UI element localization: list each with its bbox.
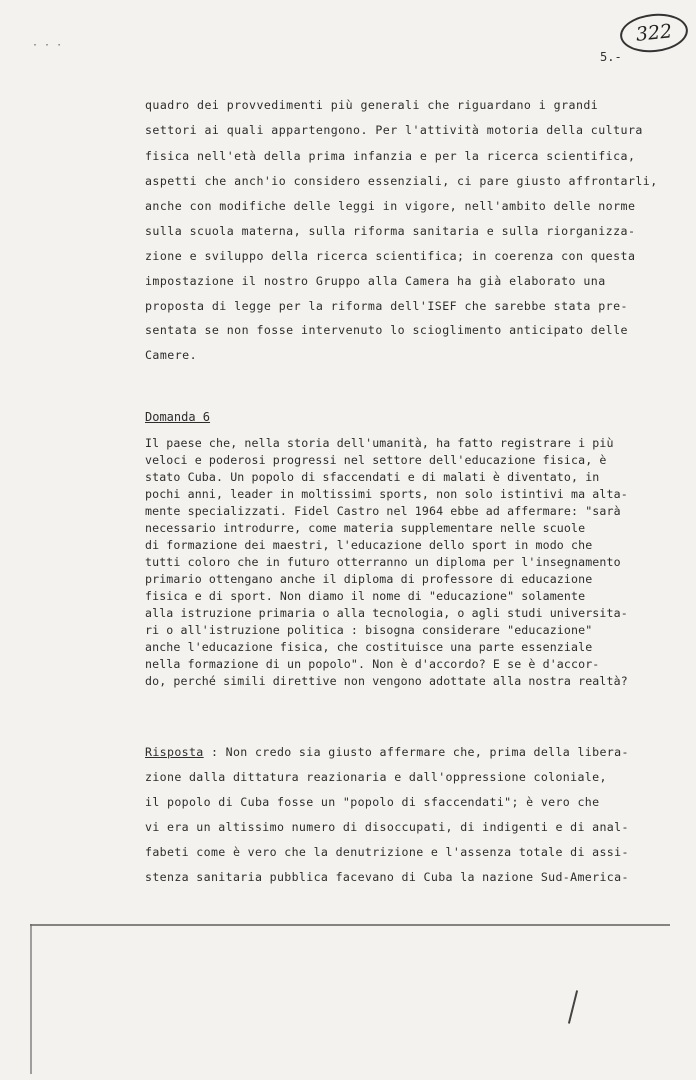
text-line: anche l'educazione fisica, che costituisce una parte essenziale — [145, 640, 593, 654]
text-line: zione e sviluppo della ricerca scientifica; in coerenza con questa — [145, 249, 636, 263]
text-line: do, perché simili direttive non vengono adottate alla nostra realtà? — [145, 674, 628, 688]
text-line: di formazione dei maestri, l'educazione dello sport in modo che — [145, 538, 593, 552]
page-edge-rule-vertical — [30, 924, 32, 1074]
text-line: sentata se non fosse intervenuto lo scioglimento anticipato delle — [145, 323, 628, 337]
text-line: primario ottengano anche il diploma di professore di educazione — [145, 572, 593, 586]
text-line: nella formazione di un popolo". Non è d'accordo? E se è d'accor- — [145, 657, 600, 671]
text-line: pochi anni, leader in moltissimi sports, non solo istintivi ma alta- — [145, 487, 628, 501]
archive-stamp: 322 — [618, 11, 690, 56]
text-line: mente specializzati. Fidel Castro nel 1964 ebbe ad affermare: "sarà — [145, 504, 621, 518]
question-heading: Domanda 6 — [145, 410, 211, 424]
text-line: Il paese che, nella storia dell'umanità, ha fatto registrare i più — [145, 436, 614, 450]
text-line: impostazione il nostro Gruppo alla Camera ha già elaborato una — [145, 274, 606, 288]
text-line: veloci e poderosi progressi nel settore dell'educazione fisica, è — [145, 453, 607, 467]
pen-mark — [568, 990, 578, 1023]
text-line: ri o all'istruzione politica : bisogna considerare "educazione" — [145, 623, 593, 637]
text-line: anche con modifiche delle leggi in vigore, nell'ambito delle norme — [145, 199, 636, 213]
text-line: tutti coloro che in futuro otterranno un diploma per l'insegnamento — [145, 555, 621, 569]
text-line: stenza sanitaria pubblica facevano di Cuba la nazione Sud-America- — [145, 870, 629, 884]
text-line: sulla scuola materna, sulla riforma sanitaria e sulla riorganizza- — [145, 224, 636, 238]
text-line: stato Cuba. Un popolo di sfaccendati e di malati è diventato, in — [145, 470, 600, 484]
text-line: fisica e di sport. Non diamo il nome di "educazione" solamente — [145, 589, 586, 603]
text-span: : Non credo sia giusto affermare che, prima della libera- — [203, 745, 629, 759]
text-line: il popolo di Cuba fosse un "popolo di sfaccendati"; è vero che — [145, 795, 600, 809]
text-line: settori ai quali appartengono. Per l'attività motoria della cultura — [145, 123, 643, 137]
text-line: proposta di legge per la riforma dell'ISEF che sarebbe stata pre- — [145, 299, 628, 313]
page-number: 5.- — [600, 50, 622, 64]
text-line: fisica nell'età della prima infanzia e per la ricerca scientifica, — [145, 149, 636, 163]
margin-marks: · · · — [32, 40, 63, 51]
page-edge-rule — [30, 924, 670, 926]
text-line: quadro dei provvedimenti più generali che riguardano i grandi — [145, 98, 599, 112]
text-line: alla istruzione primaria o alla tecnologia, o agli studi universita- — [145, 606, 628, 620]
risposta-line — [145, 745, 629, 759]
text-line: vi era un altissimo numero di disoccupati, di indigenti e di anal- — [145, 820, 629, 834]
text-line: fabeti come è vero che la denutrizione e l'assenza totale di assi- — [145, 845, 629, 859]
text-line: Camere. — [145, 348, 198, 362]
text-line: aspetti che anch'io considero essenziali, ci pare giusto affrontarli, — [145, 174, 658, 188]
answer-label: Risposta — [145, 745, 204, 759]
text-line: zione dalla dittatura reazionaria e dall'oppressione coloniale, — [145, 770, 607, 784]
text-line: necessario introdurre, come materia supplementare nelle scuole — [145, 521, 586, 535]
